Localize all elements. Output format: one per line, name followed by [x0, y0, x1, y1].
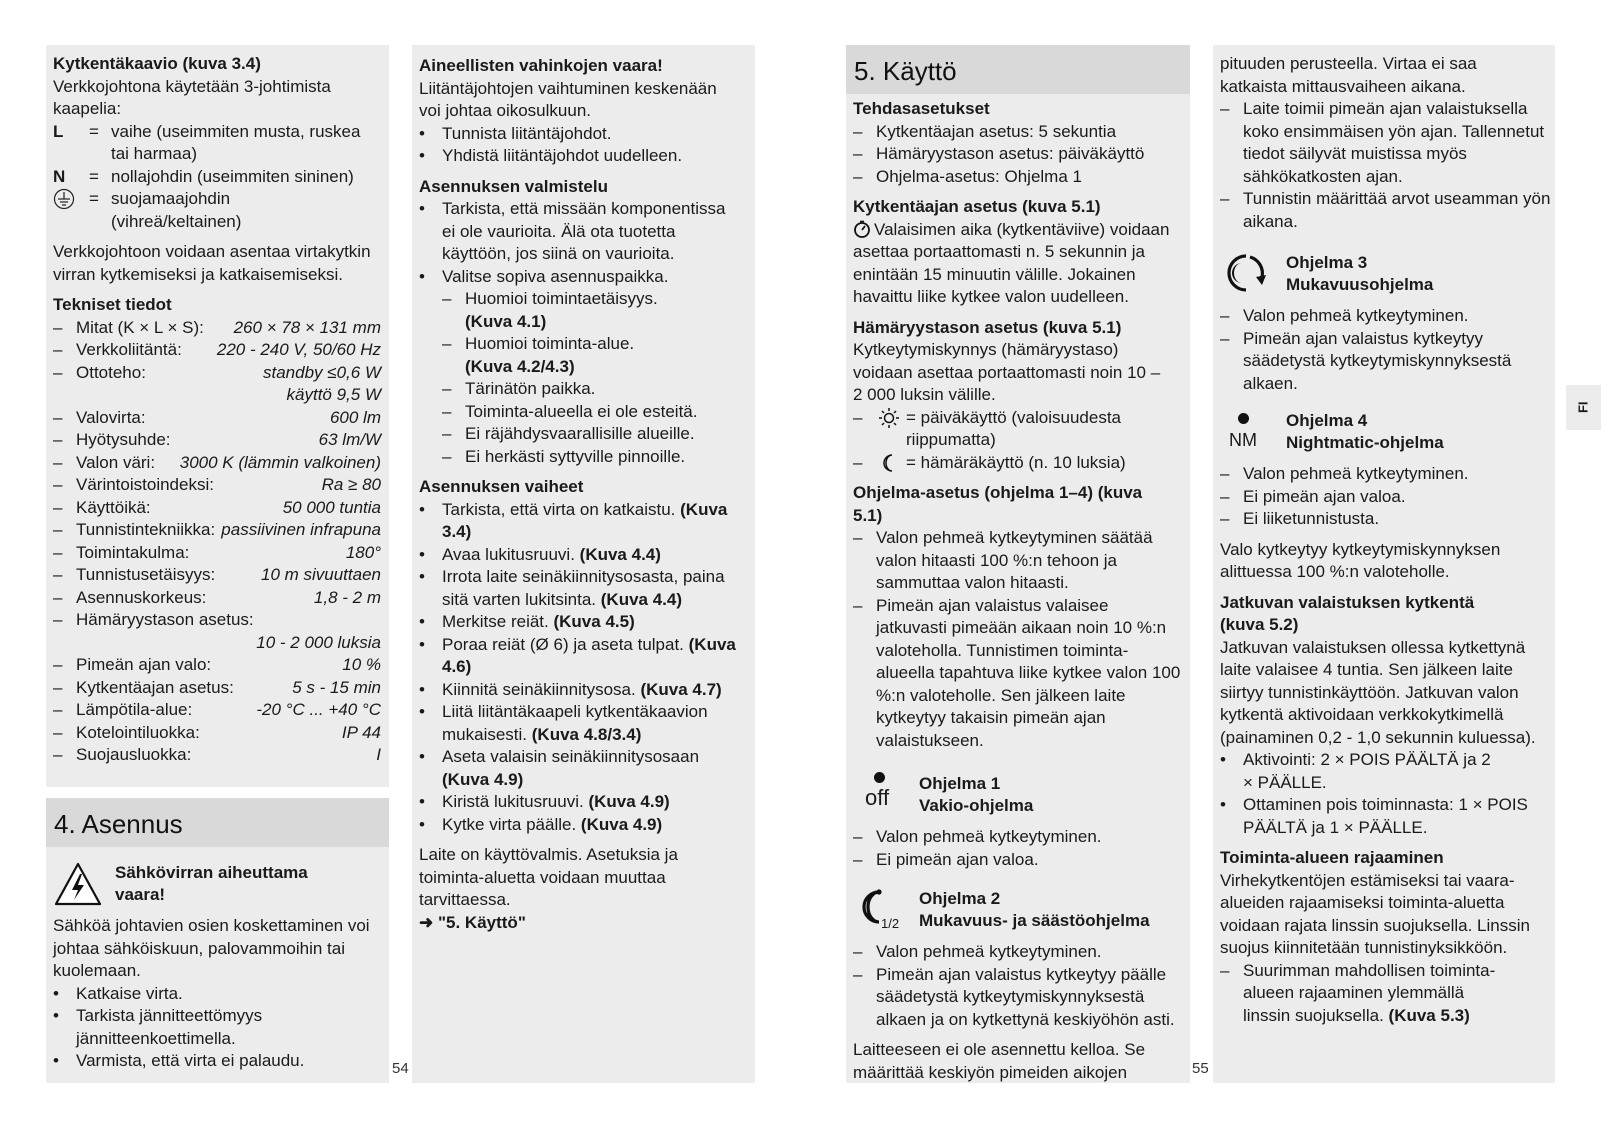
list-item: • Varmista, että virta ei palaudu.: [53, 1051, 305, 1070]
program-1-list: [853, 826, 1190, 871]
program-4-note: Valo kytkeytyy kytkeytymiskynnyksen alittuessa 100 %:n valoteholle.: [1220, 539, 1501, 581]
continued-text: pituuden perusteella. Virtaa ei saa katkaista mittausvaiheen aikana.: [1220, 54, 1477, 96]
continuous-text: Jatkuvan valaistuksen ollessa kytkettynä laite valaisee 4 tuntia. Sen jälkeen laite siirtyy tunnistinkäyttöön. Jatkuvan valon kytkentä aktivoidaan verkkokytkimellä (painaminen 0,2 - 1,0 sekunnin kuluessa).: [1220, 637, 1536, 747]
spec-row: – Kotelointiluokka: IP 44: [53, 722, 381, 742]
list-item: – Pimeän ajan valaistus valaisee jatkuvasti pimeään aikaan noin 10 %:n valoteholla. Tunnistimen toiminta-alueella tapahtuva liike kytkee valon 100 %:n valoteholle. Sen jälkeen laite kytkeytyy takaisin pimeän ajan valaistukseen.: [853, 595, 1181, 750]
column-4: [1213, 45, 1555, 1083]
list-item: • Tarkista jännitteettömyys jännitteenkoettimella.: [53, 1006, 263, 1048]
program-1-name: Ohjelma 1: [919, 773, 1001, 793]
list-item: – Hämäryystason asetus: päiväkäyttö: [853, 144, 1145, 163]
list-item: – Valon pehmeä kytkeytyminen.: [1220, 464, 1469, 483]
spec-row: – Hämäryystason asetus:: [53, 610, 254, 629]
list-item: • Tarkista, että virta on katkaistu. (Kuva 3.4): [419, 499, 728, 541]
program-3: [1220, 251, 1555, 297]
program-4-name: Ohjelma 4: [1286, 410, 1368, 430]
wiring-title: Kytkentäkaavio (kuva 3.4): [53, 54, 261, 73]
wire-PE: = suojamaajohdin (vihreä/keltainen): [53, 188, 389, 233]
warning-title: Sähkövirran aiheuttama vaara!: [115, 862, 308, 904]
clock-note: Laitteeseen ei ole asennettu kelloa. Se määrittää keskiyön pimeiden aikojen: [853, 1040, 1146, 1082]
moon-icon: [876, 452, 902, 474]
list-item: • Aktivointi: 2 × POIS PÄÄLTÄ ja 2 × PÄÄLLE.: [1220, 750, 1491, 792]
section-5-title: 5. Käyttö: [846, 45, 1190, 94]
page-number-left: 54: [392, 1060, 409, 1077]
steps-title: Asennuksen vaiheet: [419, 477, 584, 496]
list-item: • Ottaminen pois toiminnasta: 1 × POIS PÄÄLTÄ ja 1 × PÄÄLLE.: [1220, 795, 1528, 837]
list-item: • Tunnista liitäntäjohdot.: [419, 123, 612, 143]
spec-row: käyttö 9,5 W: [286, 385, 381, 404]
link-kaytto[interactable]: ➜ "5. Käyttö": [419, 912, 526, 932]
program-3-list: [1220, 305, 1555, 395]
spec-row: – Asennuskorkeus: 1,8 - 2 m: [53, 587, 381, 607]
dusk-day: – = päiväkäyttö (valoisuudesta riippumatta): [853, 407, 1121, 449]
damage-list: [419, 123, 755, 168]
spec-row: – Verkkoliitäntä: 220 - 240 V, 50/60 Hz: [53, 340, 381, 359]
list-item: – Suurimman mahdollisen toiminta-alueen rajaaminen ylemmällä linssin suojuksella. (Kuva 5.3): [1220, 960, 1496, 1025]
factory-title: Tehdasasetukset: [853, 99, 990, 118]
spec-row: – Ottoteho: standby ≤0,6 W: [53, 362, 381, 382]
list-item: • Valitse sopiva asennuspaikka.: [419, 266, 669, 286]
spec-list: [53, 317, 389, 767]
electric-warning: [53, 861, 389, 907]
list-item: – Valon pehmeä kytkeytyminen säätää valon hitaasti 100 %:n tehoon ja sammuttaa valon hitaasti.: [853, 528, 1153, 592]
program-1-off-icon: off: [853, 772, 919, 818]
list-item: – Ei pimeän ajan valoa.: [853, 849, 1039, 869]
list-item: – Ei herkästi syttyville pinnoille.: [442, 446, 686, 466]
program-1: [853, 772, 1190, 818]
list-item: – Pimeän ajan valaistus kytkeytyy säädetystä kytkeytymiskynnyksestä alkaen.: [1220, 328, 1512, 393]
warning-list: [53, 983, 389, 1073]
sun-icon: [876, 407, 902, 429]
list-item: • Katkaise virta.: [53, 983, 183, 1003]
program-2: [853, 887, 1190, 933]
spec-row: – Valon väri: 3000 K (lämmin valkoinen): [53, 452, 381, 472]
spec-row: – Lämpötila-alue: -20 °C ... +40 °C: [53, 700, 381, 719]
list-item: – Tärinätön paikka.: [442, 379, 596, 398]
program-3-sub: Mukavuusohjelma: [1286, 275, 1434, 294]
high-voltage-warning-icon: [53, 861, 103, 907]
list-item: – Valon pehmeä kytkeytyminen.: [853, 942, 1102, 961]
program-2-icon: 1/2: [853, 887, 919, 933]
program-1-sub: Vakio-ohjelma: [919, 796, 1034, 815]
spec-row: – Käyttöikä: 50 000 tuntia: [53, 497, 381, 517]
factory-list: [853, 121, 1190, 189]
spec-row: – Tunnistusetäisyys: 10 m sivuuttaen: [53, 565, 381, 584]
page-number-right: 55: [1192, 1060, 1209, 1077]
damage-text: Liitäntäjohtojen vaihtuminen keskenään voi johtaa oikosulkuun.: [419, 78, 717, 120]
prep-sub-list: [419, 288, 755, 468]
area-list: [1220, 960, 1555, 1028]
list-item: • Liitä liitäntäkaapeli kytkentäkaavion mukaisesti. (Kuva 4.8/3.4): [419, 702, 708, 744]
program-4-list: [1220, 463, 1555, 531]
list-item: – Huomioi toimintaetäisyys. (Kuva 4.1): [442, 289, 658, 331]
column-1: [46, 45, 389, 787]
spec-row: – Mitat (K × L × S): 260 × 78 × 131 mm: [53, 317, 381, 337]
spec-row: – Värintoistoindeksi: Ra ≥ 80: [53, 475, 381, 494]
wire-N: N = nollajohdin (useimmiten sininen): [53, 166, 354, 186]
list-item: • Aseta valaisin seinäkiinnitysosaan (Kuva 4.9): [419, 747, 700, 789]
list-item: – Valon pehmeä kytkeytyminen.: [853, 827, 1102, 846]
list-item: • Yhdistä liitäntäjohdot uudelleen.: [419, 146, 683, 165]
list-item: • Kiinnitä seinäkiinnitysosa. (Kuva 4.7): [419, 679, 722, 699]
wire-L: L = vaihe (useimmiten musta, ruskea tai harmaa): [53, 121, 361, 163]
list-item: • Kytke virta päälle. (Kuva 4.9): [419, 814, 663, 834]
prep-title: Asennuksen valmistelu: [419, 176, 608, 196]
list-item: – Huomioi toiminta-alue. (Kuva 4.2/4.3): [442, 334, 635, 376]
section-4-title: 4. Asennus: [46, 798, 389, 847]
list-item: – Ei pimeän ajan valoa.: [1220, 486, 1406, 506]
list-item: – Ei liiketunnistusta.: [1220, 509, 1380, 528]
spec-row: 10 - 2 000 luksia: [256, 632, 381, 652]
time-text: Valaisimen aika (kytkentäviive) voidaan asettaa portaattomasti n. 5 sekunnin ja enintään 15 minuutin välille. Jokainen havaittu liike kytkee valon uudelleen.: [853, 219, 1170, 306]
spec-row: – Pimeän ajan valo: 10 %: [53, 655, 381, 674]
program-3-icon: [1220, 251, 1286, 297]
prog-title: Ohjelma-asetus (ohjelma 1–4) (kuva 5.1): [853, 483, 1143, 525]
prog-list: [853, 527, 1190, 752]
list-item: – Tunnistin määrittää arvot useamman yön aikana.: [1220, 189, 1551, 231]
column-3: [846, 45, 1190, 1083]
spec-row: – Suojausluokka: I: [53, 745, 381, 764]
spec-row: – Tunnistintekniikka: passiivinen infrapuna: [53, 520, 381, 539]
list-item: • Kiristä lukitusruuvi. (Kuva 4.9): [419, 792, 670, 811]
language-tab: FI: [1566, 385, 1601, 430]
spec-row: – Toimintakulma: 180°: [53, 542, 381, 562]
dusk-text: Kytkeytymiskynnys (hämäryystaso) voidaan asettaa portaattomasti noin 10 – 2 000 luksin välille.: [853, 340, 1161, 404]
ground-icon: [53, 188, 75, 210]
moon-arrow-icon: [1220, 251, 1270, 295]
time-title: Kytkentäajan asetus (kuva 5.1): [853, 197, 1101, 216]
continuous-title: Jatkuvan valaistuksen kytkentä (kuva 5.2): [1220, 592, 1475, 634]
damage-title: Aineellisten vahinkojen vaara!: [419, 56, 663, 75]
continuous-list: [1220, 749, 1555, 839]
program-2-name: Ohjelma 2: [919, 888, 1001, 908]
list-item: • Poraa reiät (Ø 6) ja aseta tulpat. (Kuva 4.6): [419, 634, 736, 676]
continued-list: [1220, 98, 1555, 233]
spec-row: – Kytkentäajan asetus: 5 s - 15 min: [53, 677, 381, 697]
list-item: • Avaa lukitusruuvi. (Kuva 4.4): [419, 544, 661, 564]
ready-text: Laite on käyttövalmis. Asetuksia ja toiminta-aluetta voidaan muuttaa tarvittaessa.: [419, 845, 678, 909]
tech-title: Tekniset tiedot: [53, 295, 172, 314]
timer-icon: [853, 220, 871, 238]
program-3-name: Ohjelma 3: [1286, 252, 1368, 272]
list-item: – Pimeän ajan valaistus kytkeytyy päälle säädetystä kytkeytymiskynnyksestä alkaen ja on kytkettynä keskiyöhön asti.: [853, 964, 1175, 1029]
list-item: – Laite toimii pimeän ajan valaistuksella koko ensimmäisen yön ajan. Tallennetut tiedot säilyvät muistissa myös sähkökatkosten ajan.: [1220, 99, 1545, 186]
program-4: [1220, 409, 1555, 455]
wiring-note: Verkkojohtoon voidaan asentaa virtakytkin virran kytkemiseksi ja katkaisemiseksi.: [53, 242, 371, 284]
column-2: [412, 45, 755, 1083]
steps-list: [419, 499, 755, 837]
list-item: – Toiminta-alueella ei ole esteitä.: [442, 401, 698, 421]
list-item: – Kytkentäajan asetus: 5 sekuntia: [853, 121, 1117, 141]
area-text: Virhekytkentöjen estämiseksi tai vaara-alueiden rajaamiseksi toiminta-aluetta voidaan rajata linssin suojuksella. Linssin suojus kiinnitetään tunnistinyksikköön.: [1220, 870, 1530, 957]
program-2-list: [853, 941, 1190, 1031]
program-2-sub: Mukavuus- ja säästöohjelma: [919, 911, 1150, 930]
prep-list: [419, 198, 755, 288]
dusk-title: Hämäryystason asetus (kuva 5.1): [853, 317, 1122, 337]
list-item: • Tarkista, että missään komponentissa ei ole vaurioita. Älä ota tuotetta käyttöön, jos siinä on vaurioita.: [419, 199, 726, 263]
list-item: • Irrota laite seinäkiinnitysosasta, paina sitä varten lukitsinta. (Kuva 4.4): [419, 567, 725, 609]
wiring-intro: Verkkojohtona käytetään 3-johtimista kaapelia:: [53, 76, 331, 118]
list-item: – Valon pehmeä kytkeytyminen.: [1220, 306, 1469, 325]
program-4-sub: Nightmatic-ohjelma: [1286, 433, 1444, 452]
section-4: [46, 798, 389, 1083]
list-item: – Ei räjähdysvaarallisille alueille.: [442, 424, 695, 443]
spec-row: – Hyötysuhde: 63 lm/W: [53, 430, 381, 449]
area-title: Toiminta-alueen rajaaminen: [1220, 848, 1444, 867]
list-item: • Merkitse reiät. (Kuva 4.5): [419, 612, 635, 631]
dusk-night: – = hämäräkäyttö (n. 10 luksia): [853, 452, 1126, 472]
warning-text: Sähköä johtavien osien koskettaminen voi johtaa sähköiskuun, palovammoihin tai kuolemaan.: [53, 916, 370, 980]
spec-row: – Valovirta: 600 lm: [53, 407, 381, 427]
program-4-nm-icon: NM: [1220, 409, 1286, 455]
list-item: – Ohjelma-asetus: Ohjelma 1: [853, 166, 1082, 186]
